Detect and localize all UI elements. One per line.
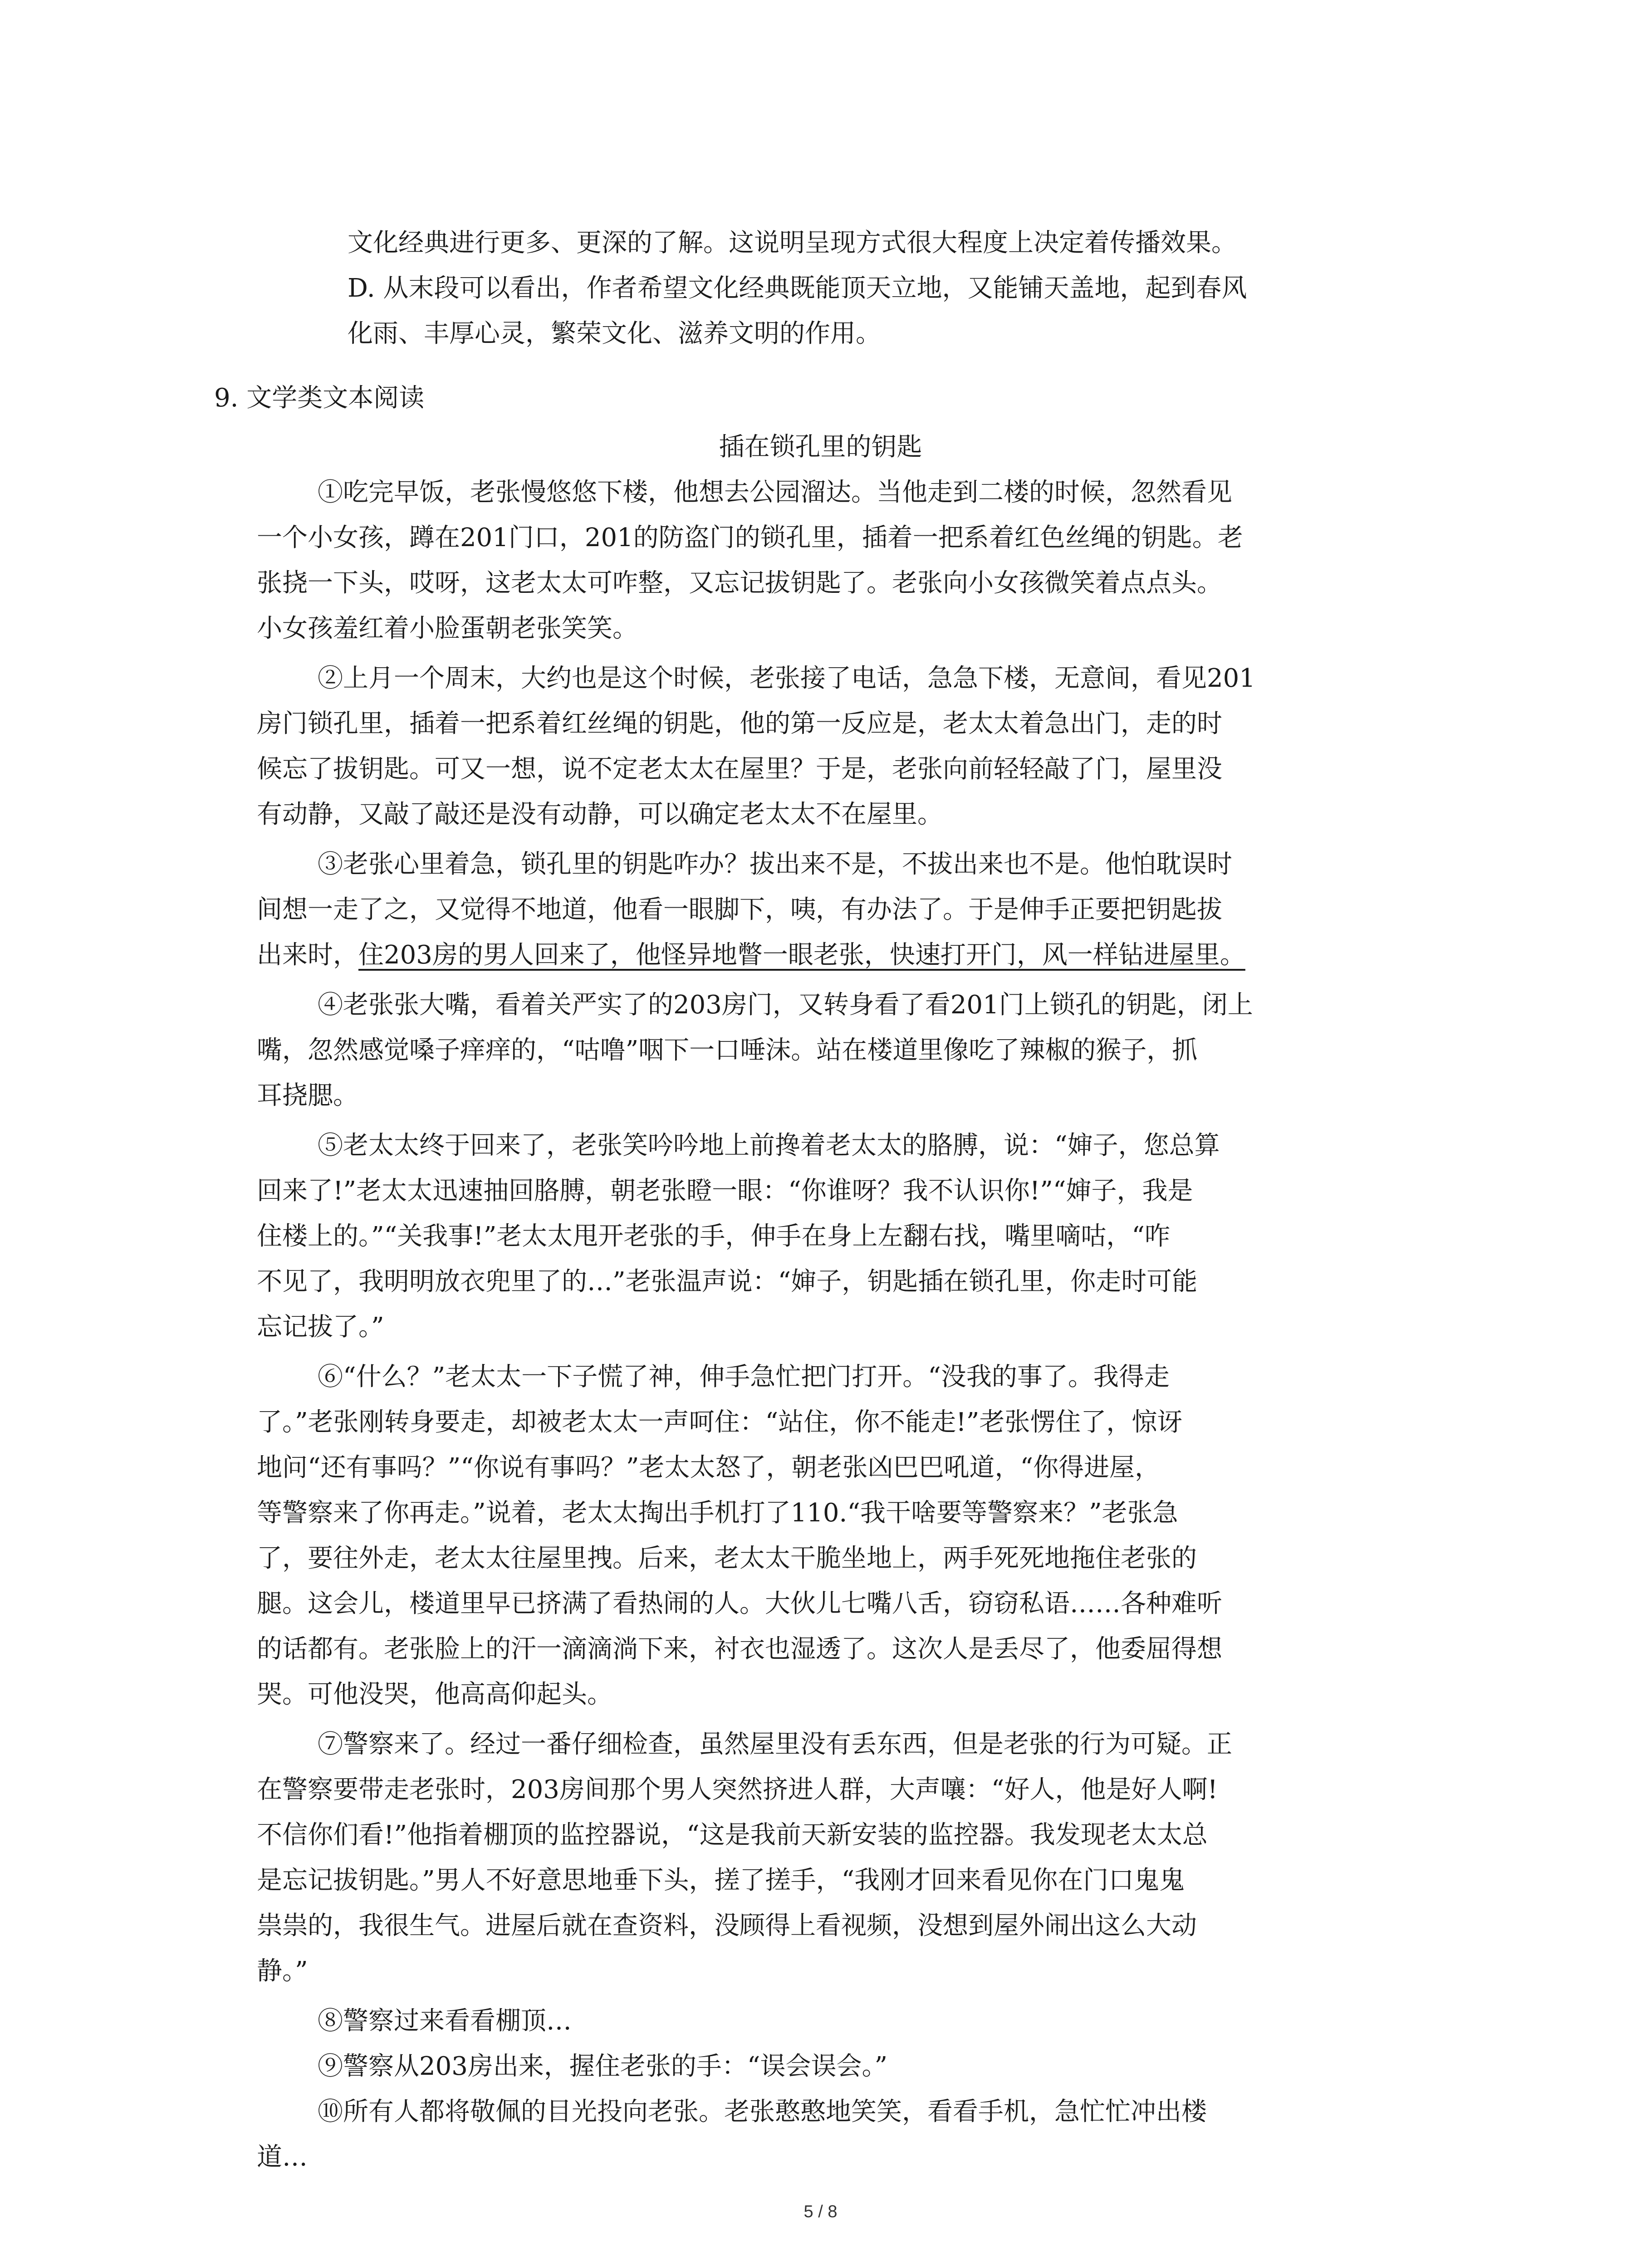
paragraph-line: 回来了!”老太太迅速抽回胳膊，朝老张瞪一眼：“你谁呀？我不认识你!”“婶子，我是 xyxy=(257,1176,1193,1206)
paragraph-line: 候忘了拔钥匙。可又一想，说不定老太太在屋里？于是，老张向前轻轻敲了门，屋里没 xyxy=(257,754,1222,784)
paragraph-line: 房门锁孔里，插着一把系着红丝绳的钥匙，他的第一反应是，老太太着急出门，走的时 xyxy=(257,709,1222,738)
paragraph-line: 地问“还有事吗？”“你说有事吗？”老太太怒了，朝老张凶巴巴吼道，“你得进屋， xyxy=(257,1453,1161,1482)
paragraph-line: 静。” xyxy=(257,1956,308,1986)
paragraph-line: 了。”老张刚转身要走，却被老太太一声呵住：“站住，你不能走!”老张愣住了，惊讶 xyxy=(257,1408,1183,1437)
option-d-line-2: 化雨、丰厚心灵，繁荣文化、滋养文明的作用。 xyxy=(348,319,881,348)
paragraph-line: 在警察要带走老张时，203房间那个男人突然挤进人群，大声嚷：“好人，他是好人啊! xyxy=(257,1775,1218,1804)
paragraph-line: 张挠一下头，哎呀，这老太太可咋整，又忘记拔钥匙了。老张向小女孩微笑着点点头。 xyxy=(257,568,1222,598)
paragraph-line: ⑤老太太终于回来了，老张笑吟吟地上前搀着老太太的胳膊，说：“婶子，您总算 xyxy=(318,1131,1220,1160)
paragraph-line: 间想一走了之，又觉得不地道，他看一眼脚下，咦，有办法了。于是伸手正要把钥匙拔 xyxy=(257,895,1222,924)
paragraph-line: ①吃完早饭，老张慢悠悠下楼，他想去公园溜达。当他走到二楼的时候，忽然看见 xyxy=(318,478,1232,507)
paragraph-line: 不见了，我明明放衣兜里了的…”老张温声说：“婶子，钥匙插在锁孔里，你走时可能 xyxy=(257,1267,1198,1296)
paragraph-line: 不信你们看!”他指着棚顶的监控器说，“这是我前天新安装的监控器。我发现老太太总 xyxy=(257,1820,1208,1850)
paragraph-line: 是忘记拔钥匙。”男人不好意思地垂下头，搓了搓手，“我刚才回来看见你在门口鬼鬼 xyxy=(257,1866,1185,1895)
paragraph-line: 了，要往外走，老太太往屋里拽。后来，老太太干脆坐地上，两手死死地拖住老张的 xyxy=(257,1544,1197,1573)
paragraph-line: 嘴，忽然感觉嗓子痒痒的，“咕噜”咽下一口唾沫。站在楼道里像吃了辣椒的猴子，抓 xyxy=(257,1036,1198,1065)
paragraph-line: 等警察来了你再走。”说着，老太太掏出手机打了110.“我干啥要等警察来？”老张急 xyxy=(257,1498,1178,1528)
paragraph-line: 忘记拔了。” xyxy=(257,1312,384,1342)
option-d-line-1: D. 从末段可以看出，作者希望文化经典既能顶天立地，又能铺天盖地，起到春风 xyxy=(348,274,1247,303)
paragraph-line: ②上月一个周末，大约也是这个时候，老张接了电话，急急下楼，无意间，看见201 xyxy=(318,664,1255,693)
paragraph-line: 住楼上的。”“关我事!”老太太甩开老张的手，伸手在身上左翻右找，嘴里嘀咕，“咋 xyxy=(257,1222,1171,1251)
paragraph-line: 腿。这会儿，楼道里早已挤满了看热闹的人。大伙儿七嘴八舌，窃窃私语……各种难听 xyxy=(257,1589,1222,1618)
paragraph-line: 哭。可他没哭，他高高仰起头。 xyxy=(257,1680,612,1709)
paragraph-line: ⑧警察过来看看棚顶… xyxy=(318,2006,572,2036)
paragraph-line: 小女孩羞红着小脸蛋朝老张笑笑。 xyxy=(257,614,638,643)
paragraph-line: ⑩所有人都将敬佩的目光投向老张。老张憨憨地笑笑，看看手机，急忙忙冲出楼 xyxy=(318,2097,1207,2126)
paragraph-line: 有动静，又敲了敲还是没有动静，可以确定老太太不在屋里。 xyxy=(257,800,943,829)
line-prefix: 出来时， xyxy=(257,940,358,970)
underlined-sentence-line xyxy=(257,933,1245,978)
paragraph-line: 道… xyxy=(257,2142,308,2172)
paragraph-line: 耳挠腮。 xyxy=(257,1081,358,1110)
paragraph-line: ⑨警察从203房出来，握住老张的手：“误会误会。” xyxy=(318,2052,888,2081)
paragraph-line: ⑥“什么？”老太太一下子慌了神，伸手急忙把门打开。“没我的事了。我得走 xyxy=(318,1362,1170,1392)
paragraph-line: ⑦警察来了。经过一番仔细检查，虽然屋里没有丢东西，但是老张的行为可疑。正 xyxy=(318,1730,1232,1759)
underlined-sentence: 住203房的男人回来了，他怪异地瞥一眼老张，快速打开门，风一样钻进屋里。 xyxy=(358,940,1245,970)
option-c-tail: 文化经典进行更多、更深的了解。这说明呈现方式很大程度上决定着传播效果。 xyxy=(348,228,1237,258)
story-title: 插在锁孔里的钥匙 xyxy=(719,432,922,462)
paragraph-line: ④老张张大嘴，看着关严实了的203房门，又转身看了看201门上锁孔的钥匙，闭上 xyxy=(318,990,1253,1020)
section-heading: 9. 文学类文本阅读 xyxy=(214,383,425,413)
paragraph-line: 的话都有。老张脸上的汗一滴滴淌下来，衬衣也湿透了。这次人是丢尽了，他委屈得想 xyxy=(257,1634,1222,1664)
page-number: 5 / 8 xyxy=(803,2202,838,2221)
paragraph-line: ③老张心里着急，锁孔里的钥匙咋办？拔出来不是，不拔出来也不是。他怕耽误时 xyxy=(318,850,1232,879)
paragraph-line: 一个小女孩，蹲在201门口，201的防盗门的锁孔里，插着一把系着红色丝绳的钥匙。老 xyxy=(257,523,1243,552)
paragraph-line: 祟祟的，我很生气。进屋后就在查资料，没顾得上看视频，没想到屋外闹出这么大动 xyxy=(257,1911,1197,1941)
